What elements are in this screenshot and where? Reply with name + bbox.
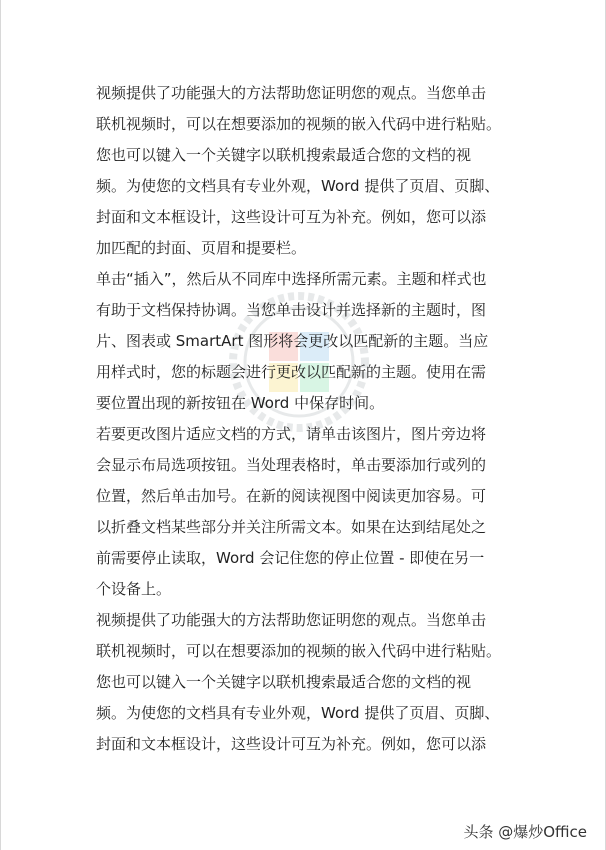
text-line: 以折叠文档某些部分并关注所需文本。如果在达到结尾处之 [96, 518, 487, 536]
text-line: 用样式时，您的标题会进行更改以匹配新的主题。使用在需 [96, 363, 487, 381]
document-body [96, 78, 526, 760]
text-line: 联机视频时，可以在想要添加的视频的嵌入代码中进行粘贴。 [96, 642, 502, 660]
source-credit: 头条 @爆炒Office [459, 819, 591, 844]
text-line: 联机视频时，可以在想要添加的视频的嵌入代码中进行粘贴。 [96, 115, 502, 133]
text-line: 视频提供了功能强大的方法帮助您证明您的观点。当您单击 [96, 84, 487, 102]
text-line: 前需要停止读取，Word 会记住您的停止位置 - 即使在另一 [96, 549, 485, 567]
text-line: 若要更改图片适应文档的方式，请单击该图片，图片旁边将 [96, 425, 487, 443]
text-line: 视频提供了功能强大的方法帮助您证明您的观点。当您单击 [96, 611, 487, 629]
text-line: 单击“插入”，然后从不同库中选择所需元素。主题和样式也 [96, 270, 487, 288]
text-line: 频。为使您的文档具有专业外观，Word 提供了页眉、页脚、 [96, 704, 500, 722]
text-line: 位置，然后单击加号。在新的阅读视图中阅读更加容易。可 [96, 487, 487, 505]
text-line: 片、图表或 SmartArt 图形将会更改以匹配新的主题。当应 [96, 332, 489, 350]
text-line: 要位置出现的新按钮在 Word 中保存时间。 [96, 394, 385, 412]
text-line: 有助于文档保持协调。当您单击设计并选择新的主题时，图 [96, 301, 487, 319]
text-line: 频。为使您的文档具有专业外观，Word 提供了页眉、页脚、 [96, 177, 500, 195]
text-line: 封面和文本框设计，这些设计可互为补充。例如，您可以添 [96, 735, 487, 753]
text-line: 封面和文本框设计，这些设计可互为补充。例如，您可以添 [96, 208, 487, 226]
text-line: 个设备上。 [96, 580, 172, 598]
text-line: 加匹配的封面、页眉和提要栏。 [96, 239, 307, 257]
text-line: 会显示布局选项按钮。当处理表格时，单击要添加行或列的 [96, 456, 487, 474]
text-line: 您也可以键入一个关键字以联机搜索最适合您的文档的视 [96, 673, 472, 691]
text-line: 您也可以键入一个关键字以联机搜索最适合您的文档的视 [96, 146, 472, 164]
